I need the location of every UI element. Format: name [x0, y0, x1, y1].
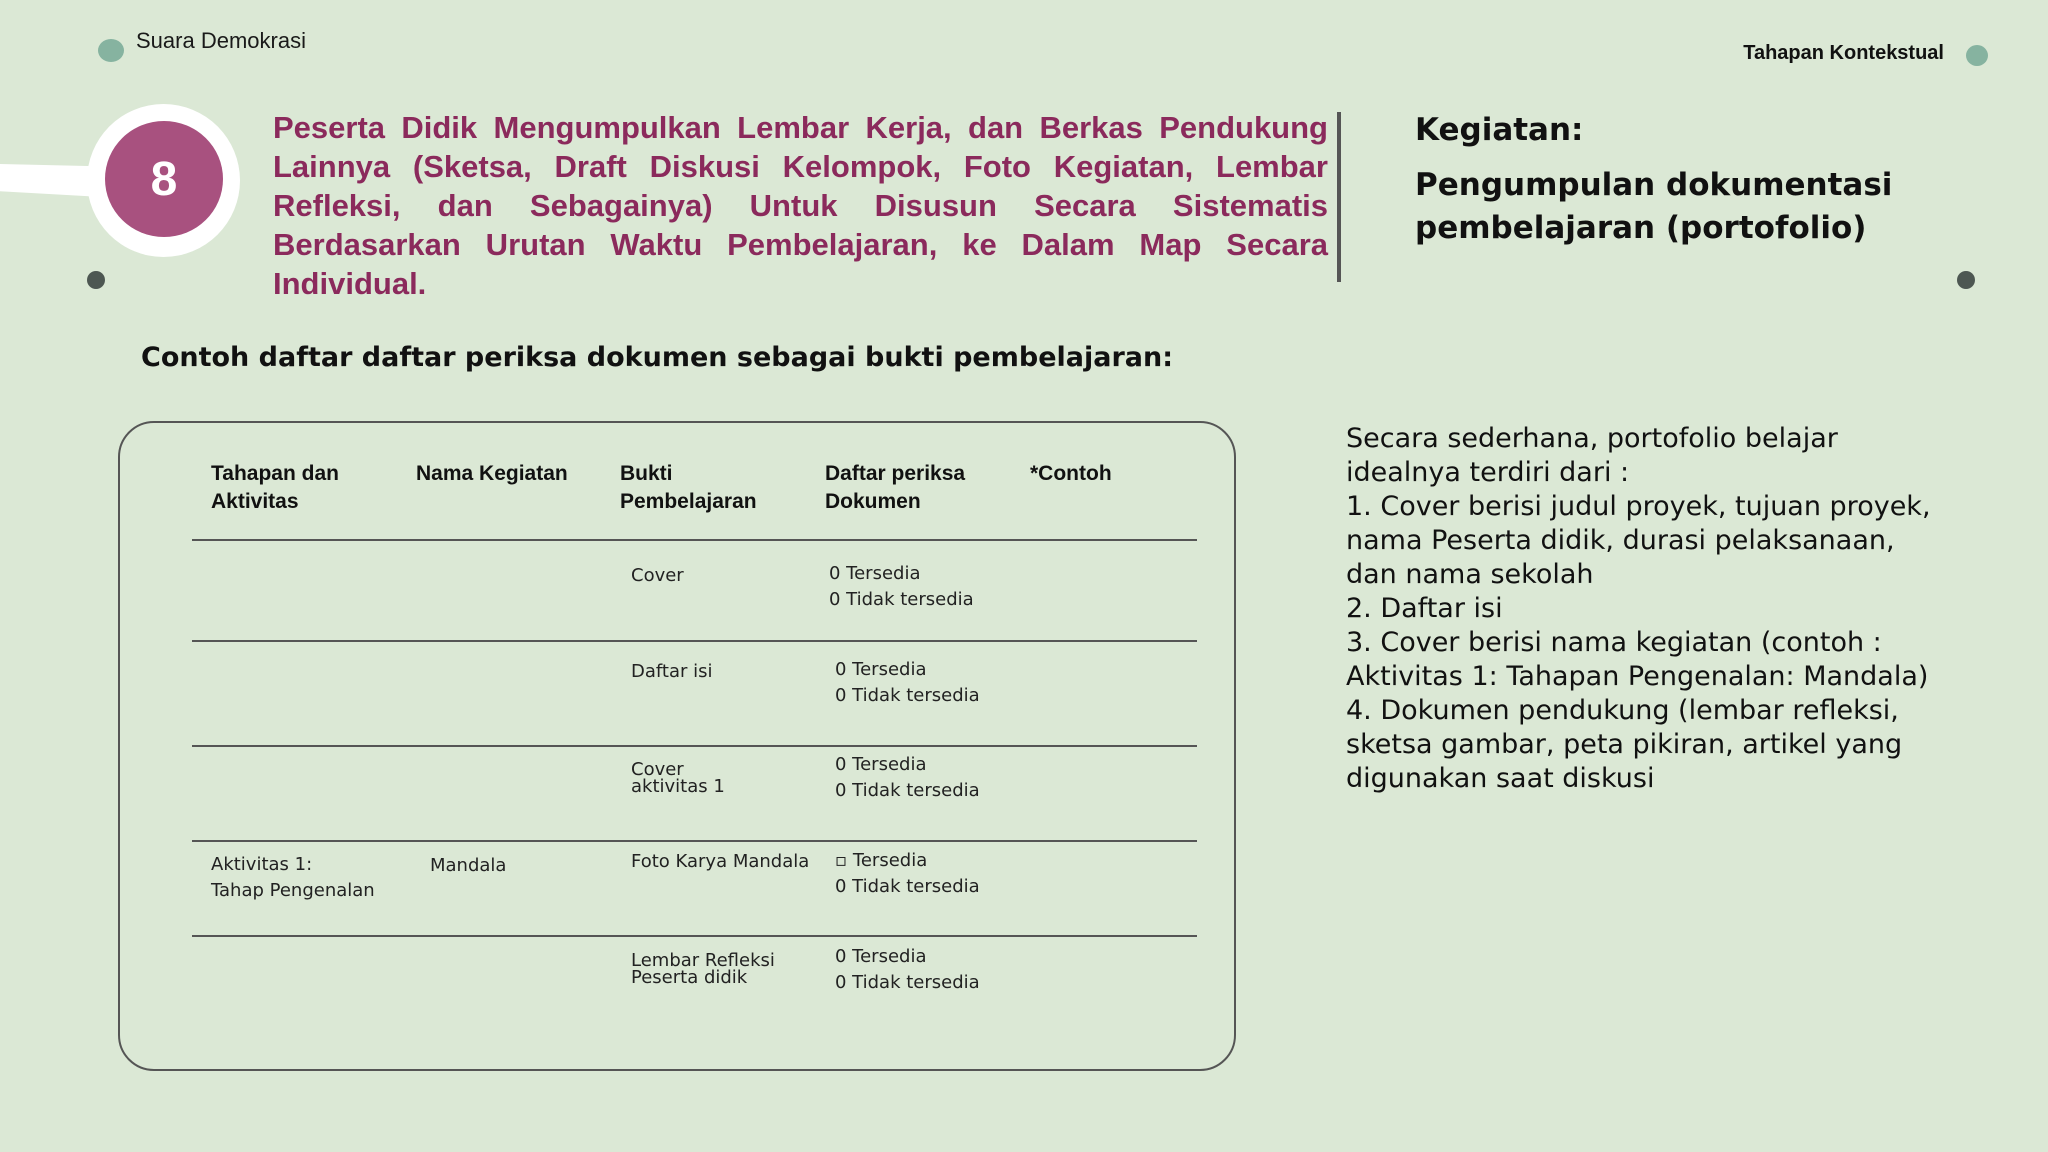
header-activity-line1: Nama Kegiatan	[416, 462, 568, 485]
header-checklist-line1: Daftar periksa	[825, 462, 966, 485]
option-not-available[interactable]: 0 Tidak tersedia	[829, 589, 974, 610]
option-available[interactable]: 0 Tersedia	[829, 563, 921, 584]
header-activity	[416, 460, 568, 488]
decorative-dot-left	[87, 271, 105, 289]
header-checklist	[825, 460, 965, 516]
row2-checklist	[835, 657, 980, 709]
option-available[interactable]: 0 Tersedia	[835, 659, 927, 680]
option-available[interactable]: 0 Tersedia	[835, 754, 927, 775]
row1-checklist	[829, 561, 974, 613]
header-stage	[211, 460, 339, 516]
table-divider	[192, 539, 1197, 541]
portfolio-description	[1346, 422, 1936, 796]
brand-dot	[98, 39, 124, 62]
row2-evidence: Daftar isi	[631, 661, 713, 682]
row5-checklist	[835, 944, 980, 996]
activity-value: Pengumpulan dokumentasi pembelajaran (portofolio)	[1415, 167, 1893, 246]
option-available[interactable]: ▫ Tersedia	[835, 850, 928, 871]
table-divider	[192, 745, 1197, 747]
row5-evidence-line1: Lembar Refleksi	[631, 950, 775, 971]
step-number-badge: 8	[105, 121, 223, 237]
row4-activity: Mandala	[430, 855, 507, 876]
row4-checklist	[835, 848, 980, 900]
portfolio-item-4: 4. Dokumen pendukung (lembar refleksi, sketsa gambar, peta pikiran, artikel yang digunakan saat diskusi	[1346, 695, 1903, 794]
checklist-title: Contoh daftar daftar periksa dokumen sebagai bukti pembelajaran:	[141, 342, 1174, 373]
row3-evidence	[631, 761, 725, 795]
row3-evidence-line2: aktivitas 1	[631, 776, 725, 797]
activity-label: Kegiatan:	[1415, 112, 1584, 148]
table-divider	[192, 935, 1197, 937]
portfolio-item-3: 3. Cover berisi nama kegiatan (contoh : Aktivitas 1: Tahapan Pengenalan: Mandala)	[1346, 627, 1929, 692]
portfolio-item-1: 1. Cover berisi judul proyek, tujuan proyek, nama Peserta didik, durasi pelaksanaan, dan nama sekolah	[1346, 491, 1931, 590]
header-stage-line1: Tahapan dan	[211, 462, 339, 485]
option-not-available[interactable]: 0 Tidak tersedia	[835, 780, 980, 801]
header-evidence-line1: Bukti	[620, 462, 673, 485]
row3-checklist	[835, 752, 980, 804]
row4-stage-line1: Aktivitas 1:	[211, 854, 313, 875]
step-title: Peserta Didik Mengumpulkan Lembar Kerja, dan Berkas Pendukung Lainnya (Sketsa, Draft Diskusi Kelompok, Foto Kegiatan, Lembar Refleksi, dan Sebagainya) Untuk Disusun Secara Sistematis Berdasarkan Urutan Waktu Pembelajaran, ke Dalam Map Secara Individual.	[273, 110, 1328, 301]
row4-evidence: Foto Karya Mandala	[631, 851, 810, 872]
brand-name: Suara Demokrasi	[136, 28, 306, 53]
header-example-line1: *Contoh	[1030, 462, 1112, 485]
header-checklist-line2: Dokumen	[825, 490, 921, 513]
header-evidence	[620, 460, 757, 516]
row5-evidence	[631, 952, 775, 986]
decorative-dot-right	[1957, 271, 1975, 289]
option-not-available[interactable]: 0 Tidak tersedia	[835, 685, 980, 706]
portfolio-item-2: 2. Daftar isi	[1346, 593, 1503, 624]
option-not-available[interactable]: 0 Tidak tersedia	[835, 972, 980, 993]
option-not-available[interactable]: 0 Tidak tersedia	[835, 876, 980, 897]
portfolio-intro: Secara sederhana, portofolio belajar idealnya terdiri dari :	[1346, 423, 1838, 488]
header-evidence-line2: Pembelajaran	[620, 490, 757, 513]
row5-evidence-line2: Peserta didik	[631, 967, 748, 988]
section-dot	[1966, 45, 1988, 66]
option-available[interactable]: 0 Tersedia	[835, 946, 927, 967]
table-divider	[192, 640, 1197, 642]
row4-stage	[211, 852, 375, 904]
row4-stage-line2: Tahap Pengenalan	[211, 880, 375, 901]
header-stage-line2: Aktivitas	[211, 490, 299, 513]
section-label: Tahapan Kontekstual	[1743, 42, 1944, 64]
row1-evidence: Cover	[631, 565, 684, 586]
table-divider	[192, 840, 1197, 842]
row3-evidence-line1: Cover	[631, 759, 684, 780]
header-example	[1030, 460, 1112, 488]
vertical-divider	[1337, 112, 1341, 282]
